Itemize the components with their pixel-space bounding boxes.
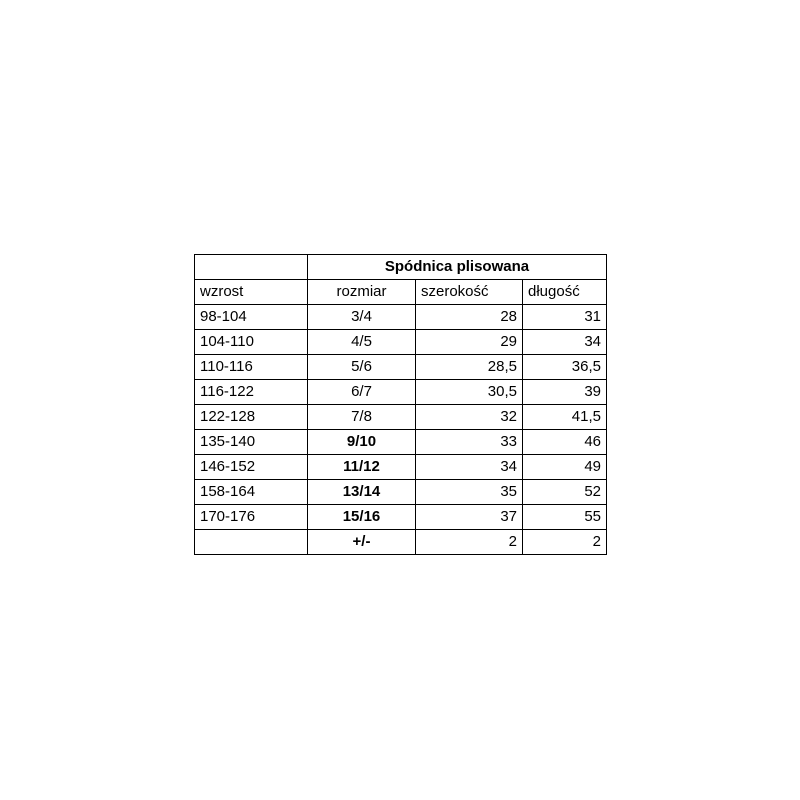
cell-wzrost: 104-110 bbox=[195, 330, 308, 355]
cell-rozmiar: 6/7 bbox=[308, 380, 416, 405]
cell-dlugosc: 52 bbox=[523, 480, 607, 505]
size-chart-container bbox=[194, 254, 606, 555]
cell-rozmiar: 11/12 bbox=[308, 455, 416, 480]
header-rozmiar: rozmiar bbox=[308, 280, 416, 305]
cell-wzrost: 122-128 bbox=[195, 405, 308, 430]
cell-rozmiar: 15/16 bbox=[308, 505, 416, 530]
cell-wzrost: 110-116 bbox=[195, 355, 308, 380]
header-szerokosc: szerokość bbox=[416, 280, 523, 305]
cell-rozmiar: 3/4 bbox=[308, 305, 416, 330]
cell-wzrost: 98-104 bbox=[195, 305, 308, 330]
cell-szerokosc: 30,5 bbox=[416, 380, 523, 405]
cell-dlugosc: 31 bbox=[523, 305, 607, 330]
cell-dlugosc: 2 bbox=[523, 530, 607, 555]
cell-wzrost: 158-164 bbox=[195, 480, 308, 505]
product-title: Spódnica plisowana bbox=[308, 255, 607, 280]
cell-szerokosc: 35 bbox=[416, 480, 523, 505]
table-row bbox=[195, 480, 607, 505]
cell-szerokosc: 28 bbox=[416, 305, 523, 330]
cell-szerokosc: 2 bbox=[416, 530, 523, 555]
cell-dlugosc: 41,5 bbox=[523, 405, 607, 430]
cell-dlugosc: 39 bbox=[523, 380, 607, 405]
size-chart-table bbox=[194, 254, 607, 555]
cell-szerokosc: 33 bbox=[416, 430, 523, 455]
cell-szerokosc: 28,5 bbox=[416, 355, 523, 380]
table-row bbox=[195, 505, 607, 530]
cell-szerokosc: 37 bbox=[416, 505, 523, 530]
cell-wzrost: 146-152 bbox=[195, 455, 308, 480]
cell-dlugosc: 34 bbox=[523, 330, 607, 355]
cell-wzrost: 135-140 bbox=[195, 430, 308, 455]
cell-rozmiar: 5/6 bbox=[308, 355, 416, 380]
empty-corner-cell bbox=[195, 255, 308, 280]
table-row bbox=[195, 380, 607, 405]
cell-rozmiar: 9/10 bbox=[308, 430, 416, 455]
cell-wzrost: 170-176 bbox=[195, 505, 308, 530]
cell-szerokosc: 29 bbox=[416, 330, 523, 355]
cell-szerokosc: 32 bbox=[416, 405, 523, 430]
header-wzrost: wzrost bbox=[195, 280, 308, 305]
cell-dlugosc: 49 bbox=[523, 455, 607, 480]
table-row bbox=[195, 405, 607, 430]
table-title-row bbox=[195, 255, 607, 280]
cell-rozmiar: 4/5 bbox=[308, 330, 416, 355]
cell-rozmiar: 7/8 bbox=[308, 405, 416, 430]
cell-wzrost bbox=[195, 530, 308, 555]
cell-szerokosc: 34 bbox=[416, 455, 523, 480]
table-row-tolerance bbox=[195, 530, 607, 555]
table-row bbox=[195, 355, 607, 380]
table-row bbox=[195, 430, 607, 455]
table-row bbox=[195, 330, 607, 355]
cell-dlugosc: 46 bbox=[523, 430, 607, 455]
cell-dlugosc: 36,5 bbox=[523, 355, 607, 380]
table-row bbox=[195, 455, 607, 480]
cell-dlugosc: 55 bbox=[523, 505, 607, 530]
cell-rozmiar: 13/14 bbox=[308, 480, 416, 505]
cell-rozmiar: +/- bbox=[308, 530, 416, 555]
table-header-row bbox=[195, 280, 607, 305]
cell-wzrost: 116-122 bbox=[195, 380, 308, 405]
header-dlugosc: długość bbox=[523, 280, 607, 305]
table-row bbox=[195, 305, 607, 330]
